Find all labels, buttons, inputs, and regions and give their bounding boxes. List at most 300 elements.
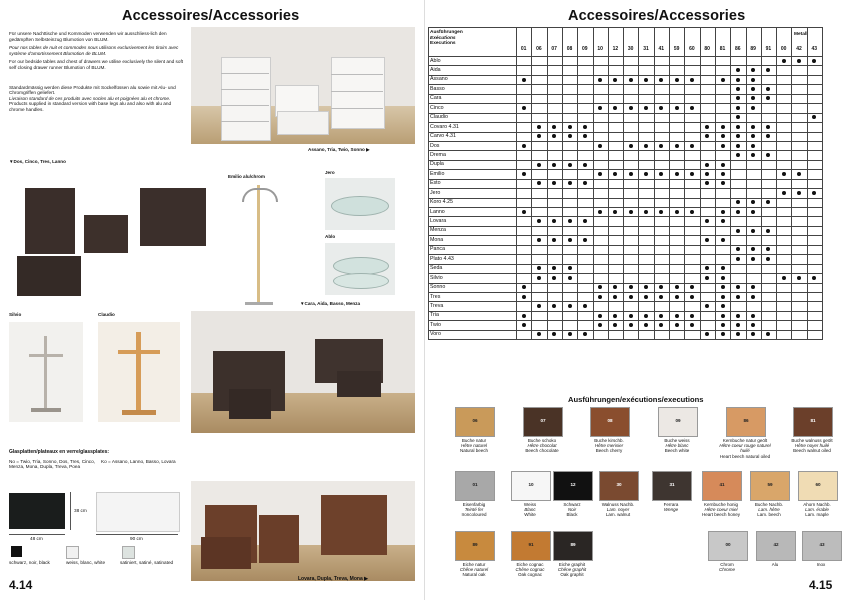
metal-label: Metall: [794, 32, 808, 37]
availability-dot: [766, 125, 770, 129]
left-page-number: 4.14: [9, 578, 33, 592]
table-row: [428, 207, 823, 216]
grid-vline: [608, 27, 609, 339]
grid-hline: [428, 216, 823, 217]
availability-dot: [613, 323, 617, 327]
row-name: Dupla: [430, 161, 444, 168]
availability-dot: [552, 163, 556, 167]
glass-satin-label: satiniert, satiné, satinated: [120, 560, 174, 565]
finish-caption: [445, 562, 503, 578]
finish-caption-line: Buche kirschb.: [594, 438, 624, 443]
availability-dot: [613, 285, 617, 289]
availability-dot: [644, 172, 648, 176]
column-header: 89: [750, 46, 756, 52]
intro-text: [9, 31, 185, 113]
glass-title: Glasplatten/plateaux en verre/glassplates:: [9, 449, 110, 455]
finish-code: 60: [815, 482, 821, 487]
availability-dot: [537, 219, 541, 223]
availability-dot: [568, 238, 572, 242]
grid-hline: [428, 226, 823, 227]
finish-swatch: [798, 471, 838, 501]
availability-dot: [537, 238, 541, 242]
finish-caption-line: Hêtre noyer huilé: [794, 443, 830, 449]
glass-swatch-white: [66, 546, 79, 559]
availability-dot: [522, 285, 526, 289]
availability-dot: [782, 172, 786, 176]
left-page-title: Accessoires/Accessories: [122, 8, 300, 24]
availability-dot: [721, 181, 725, 185]
finish-code: 81: [810, 418, 816, 423]
availability-dot: [644, 314, 648, 318]
availability-dot: [552, 134, 556, 138]
table-row: [428, 94, 823, 103]
finish-swatch: [511, 471, 551, 501]
availability-dot: [751, 295, 755, 299]
grid-vline: [761, 27, 762, 339]
availability-dot: [782, 59, 786, 63]
finishes-title: [568, 395, 703, 404]
row-name: Basso: [430, 85, 445, 92]
grid-vline: [700, 27, 701, 339]
intro-en: For our bedside tables and chest of drawers we utilise exclusively the silent and soft self closing drawer runner Blumotion of BLUM.: [9, 59, 184, 70]
availability-dot: [659, 314, 663, 318]
row-name: Jero: [430, 189, 441, 196]
column-header: 10: [597, 46, 603, 52]
table-row: [428, 132, 823, 141]
availability-dot: [659, 295, 663, 299]
availability-dot: [705, 163, 709, 167]
header-labels: [430, 30, 463, 47]
column-header: 91: [765, 46, 772, 52]
grid-vline: [715, 27, 716, 339]
grid-hline: [428, 103, 823, 104]
table-header: [428, 27, 823, 56]
column-header: 06: [536, 46, 542, 52]
availability-dot: [721, 332, 725, 336]
availability-dot: [690, 323, 694, 327]
availability-dot: [705, 125, 709, 129]
row-name: Seda: [430, 265, 443, 272]
availability-dot: [629, 106, 633, 110]
availability-dot: [721, 238, 725, 242]
finish-code: 06: [472, 418, 478, 423]
availability-dot: [736, 96, 740, 100]
availability-dot: [751, 134, 755, 138]
availability-dot: [537, 125, 541, 129]
availability-dot: [797, 276, 801, 280]
availability-dot: [721, 276, 725, 280]
table-row: [428, 226, 823, 235]
finish-caption-line: Lam. walnut: [605, 512, 631, 518]
availability-dot: [629, 323, 633, 327]
emilio-hanger: [242, 188, 278, 202]
availability-dot: [690, 144, 694, 148]
availability-dot: [598, 323, 602, 327]
grid-vline: [776, 27, 777, 339]
finish-caption-line: Black: [566, 512, 578, 518]
caption-dos: ▼Dos, Cinco, Tres, Lanno: [9, 159, 66, 164]
chest-cinco: [84, 215, 128, 253]
finish-caption: [792, 562, 849, 567]
finish-caption-line: Blanc: [524, 507, 536, 513]
finish-code: 07: [540, 418, 546, 423]
availability-dot: [721, 125, 725, 129]
finish-caption-line: Lam. noyer: [606, 507, 630, 513]
availability-dot: [644, 210, 648, 214]
grid-hline: [428, 198, 823, 199]
availability-dot: [690, 78, 694, 82]
availability-dot: [705, 266, 709, 270]
table-row: [428, 65, 823, 74]
finish-caption-line: Kernbuche natur geölt: [722, 438, 768, 443]
availability-dot: [721, 78, 725, 82]
grid-hline: [428, 179, 823, 180]
availability-dot: [782, 191, 786, 195]
grid-hline: [428, 311, 823, 312]
column-header: 08: [566, 46, 573, 52]
availability-dot: [552, 238, 556, 242]
row-name: Tria: [430, 312, 439, 319]
availability-dot: [613, 314, 617, 318]
finish-caption: [580, 438, 638, 454]
availability-dot: [522, 144, 526, 148]
row-name: Drema: [430, 151, 446, 158]
availability-dot: [736, 314, 740, 318]
availability-dot: [690, 285, 694, 289]
header-label-en: Executions: [430, 41, 456, 47]
availability-dot: [613, 106, 617, 110]
availability-table: [428, 27, 823, 339]
availability-dot: [537, 181, 541, 185]
finish-caption-line: Lam. beech: [757, 512, 781, 518]
standard-fr: Livraison standard de ces produits avec socles alu et poignées alu et chrome.: [9, 95, 171, 101]
finish-caption-line: Schwarz: [563, 502, 581, 507]
availability-dot: [736, 125, 740, 129]
grid-hline: [428, 160, 823, 161]
right-page-number: 4.15: [809, 578, 833, 592]
availability-dot: [583, 134, 587, 138]
table-row: [428, 264, 823, 273]
availability-dot: [583, 125, 587, 129]
availability-dot: [751, 285, 755, 289]
finish-caption: [543, 562, 601, 578]
availability-dot: [797, 191, 801, 195]
row-name: Silvio: [430, 274, 443, 281]
grid-hline: [428, 330, 823, 331]
finish-code: 86: [743, 418, 749, 423]
dim-line-w2: [96, 534, 178, 535]
availability-dot: [766, 247, 770, 251]
table-row: [428, 320, 823, 329]
availability-dot: [644, 323, 648, 327]
finish-caption-line: Buche natur: [461, 438, 487, 443]
grid-vline: [562, 27, 563, 339]
glass-ko: Ko = Assano, Lanno, Basso, Lovara: [101, 458, 176, 464]
table-body: [428, 56, 823, 340]
glass-swatch-satin: [122, 546, 135, 559]
grid-hline: [428, 150, 823, 151]
header-label-de: Ausführungen: [430, 30, 463, 35]
finish-caption-line: Wenge: [663, 507, 679, 513]
table-row: [428, 235, 823, 244]
finish-code: 91: [528, 542, 534, 547]
finish-swatch: [793, 407, 833, 437]
availability-dot: [552, 276, 556, 280]
availability-dot: [644, 78, 648, 82]
finish-caption-line: Buche schoko: [527, 438, 557, 443]
availability-dot: [736, 153, 740, 157]
availability-dot: [644, 106, 648, 110]
row-name: Menza: [430, 227, 446, 234]
column-header: 41: [658, 46, 665, 52]
availability-dot: [598, 295, 602, 299]
column-header: 59: [673, 46, 680, 52]
finish-caption-line: Hêtre coeur rouge naturel huilé: [719, 443, 771, 454]
availability-dot: [751, 78, 755, 82]
finish-caption-line: Chrom: [720, 562, 734, 567]
finish-caption-line: Hêtre merisier: [594, 443, 624, 449]
finish-caption-line: Hêtre chocolat: [527, 443, 557, 449]
availability-dot: [736, 115, 740, 119]
finish-caption-line: Eisenfarbig: [462, 502, 486, 507]
finish-caption-line: Beech white: [664, 448, 690, 454]
finish-caption-line: Heart beech natural oiled: [719, 453, 771, 459]
availability-dot: [751, 210, 755, 214]
finish-caption: [716, 438, 774, 459]
caption-emilio: Emilio alu/chrom: [228, 174, 266, 179]
column-header: 09: [582, 46, 588, 52]
finish-caption-line: Eiche graphit: [558, 562, 586, 567]
column-header: 31: [643, 46, 649, 52]
caption-claudio: Claudio: [98, 312, 115, 317]
availability-dot: [766, 96, 770, 100]
finish-code: 08: [607, 418, 613, 423]
column-header: 42: [796, 46, 802, 52]
availability-dot: [522, 78, 526, 82]
finish-caption-line: Lam. érable: [805, 507, 829, 513]
finish-caption: [648, 438, 706, 454]
table-row: [428, 292, 823, 301]
row-name: Ablo: [430, 57, 441, 64]
availability-dot: [675, 172, 679, 176]
row-name: Covaro 4.31: [430, 123, 459, 130]
availability-dot: [537, 332, 541, 336]
availability-dot: [766, 332, 770, 336]
availability-dot: [629, 144, 633, 148]
availability-dot: [552, 332, 556, 336]
caption-cara: ▼Cara, Aida, Basso, Menza: [300, 301, 361, 306]
caption-jero: Jero: [325, 170, 335, 175]
availability-dot: [751, 96, 755, 100]
finish-caption-line: Ironcoloured: [461, 512, 487, 518]
column-header: 80: [704, 46, 710, 52]
grid-vline: [746, 27, 747, 339]
availability-dot: [675, 314, 679, 318]
finish-caption-line: Beech chocolate: [525, 448, 559, 454]
finishes-title-text: Ausführungen/exécutions/executions: [568, 395, 704, 404]
availability-dot: [705, 332, 709, 336]
availability-dot: [766, 134, 770, 138]
grid-vline: [547, 27, 548, 339]
grid-hline: [428, 65, 823, 66]
availability-dot: [736, 200, 740, 204]
glass-plate-white: [96, 492, 180, 532]
finish-swatch: [708, 531, 748, 561]
grid-hline: [428, 264, 823, 265]
table-row: [428, 103, 823, 112]
grid-hline: [428, 113, 823, 114]
availability-dot: [751, 87, 755, 91]
finish-code: 09: [675, 418, 681, 423]
availability-dot: [721, 134, 725, 138]
standard-de: Standardmässig werden diese Produkte mit Sockelfüssen alu sowie mit Alu- und Chromgriffen geliefert.: [9, 84, 176, 96]
availability-dot: [736, 144, 740, 148]
availability-dot: [766, 229, 770, 233]
finish-swatch: [802, 531, 842, 561]
availability-dot: [629, 78, 633, 82]
availability-dot: [721, 285, 725, 289]
row-name: Dos: [430, 142, 440, 149]
availability-dot: [705, 219, 709, 223]
table-row: [428, 330, 823, 339]
table-row: [428, 84, 823, 93]
availability-dot: [629, 172, 633, 176]
availability-dot: [598, 172, 602, 176]
grid-hline: [428, 94, 823, 95]
table-row: [428, 179, 823, 188]
finish-caption: [513, 438, 571, 454]
grid-hline: [428, 235, 823, 236]
photo-lovara-room: [191, 481, 415, 581]
finish-caption-line: Lam. maple: [805, 512, 829, 518]
availability-dot: [675, 323, 679, 327]
availability-dot: [736, 257, 740, 261]
grid-vline: [791, 27, 792, 339]
availability-dot: [751, 229, 755, 233]
dim-height: 38 cm: [74, 508, 87, 513]
availability-dot: [675, 210, 679, 214]
emilio-base: [245, 302, 273, 305]
table-row: [428, 245, 823, 254]
availability-dot: [675, 295, 679, 299]
grid-vline: [623, 27, 624, 339]
availability-dot: [766, 257, 770, 261]
finish-code: 00: [725, 542, 731, 547]
finish-caption: [788, 502, 846, 518]
availability-dot: [690, 295, 694, 299]
finish-caption-line: Chrome: [718, 567, 735, 573]
grid-vline: [654, 27, 655, 339]
grid-hline: [428, 141, 823, 142]
availability-dot: [736, 332, 740, 336]
column-header: 07: [551, 46, 557, 52]
photo-ablo: [325, 243, 395, 295]
finish-swatch: [553, 471, 593, 501]
grid-vline: [531, 27, 532, 339]
availability-dot: [598, 210, 602, 214]
availability-dot: [736, 285, 740, 289]
caption-lovara: Lovara, Dupla, Treva, Mona ▶: [298, 576, 368, 582]
availability-dot: [522, 210, 526, 214]
availability-dot: [751, 106, 755, 110]
availability-dot: [797, 59, 801, 63]
availability-dot: [568, 266, 572, 270]
finish-caption: [445, 438, 503, 454]
finish-swatch: [652, 471, 692, 501]
photo-assano-chests: [191, 27, 415, 144]
finish-swatch: [750, 471, 790, 501]
grid-vline: [428, 27, 429, 339]
row-name: Lovara: [430, 218, 447, 225]
glass-plate-black: [9, 493, 65, 529]
finish-caption-line: Buche walnuss geölt: [791, 438, 833, 443]
availability-dot: [675, 144, 679, 148]
availability-dot: [736, 87, 740, 91]
availability-dot: [690, 106, 694, 110]
availability-dot: [583, 238, 587, 242]
row-name: Voro: [430, 331, 441, 338]
availability-dot: [705, 181, 709, 185]
photo-silvio: [9, 322, 83, 422]
availability-dot: [690, 210, 694, 214]
finish-caption-line: Walnuss Nachb.: [601, 502, 635, 507]
finish-caption: [589, 502, 647, 518]
grid-hline: [428, 292, 823, 293]
availability-dot: [522, 295, 526, 299]
availability-dot: [705, 134, 709, 138]
emilio-valet: [257, 185, 260, 303]
glass-black-label: schwarz, noir, black: [9, 560, 50, 565]
availability-dot: [613, 172, 617, 176]
availability-dot: [736, 78, 740, 82]
availability-dot: [583, 219, 587, 223]
grid-vline: [822, 27, 823, 339]
availability-dot: [644, 285, 648, 289]
finish-caption-line: Alu: [771, 562, 779, 567]
grid-hline: [428, 188, 823, 189]
grid-hline: [428, 56, 823, 57]
glass-no: No = Twio, Tria, Sonno, Dos, Tres, Cinco, Menza, Mona, Dupla, Treva, Poea: [9, 458, 96, 470]
row-name: Cinco: [430, 104, 444, 111]
left-page: [0, 0, 424, 600]
table-row: [428, 150, 823, 159]
finish-code: 43: [819, 542, 825, 547]
finish-caption-line: Teinté fer: [464, 507, 484, 513]
column-header: 86: [735, 46, 741, 52]
row-name: Esto: [430, 180, 441, 187]
finish-caption-line: Hêtre naturel: [460, 443, 487, 449]
availability-dot: [552, 266, 556, 270]
availability-dot: [751, 144, 755, 148]
availability-dot: [751, 153, 755, 157]
availability-dot: [751, 332, 755, 336]
availability-dot: [675, 78, 679, 82]
dim-w1: 48 cm: [30, 536, 43, 541]
availability-dot: [568, 219, 572, 223]
photo-jero: [325, 178, 395, 230]
availability-dot: [721, 295, 725, 299]
availability-dot: [583, 304, 587, 308]
availability-dot: [812, 276, 816, 280]
glass-white-label: weiss, blanc, white: [66, 560, 106, 565]
finish-caption-line: Beech walnut oiled: [793, 448, 831, 454]
row-name: Plato 4.43: [430, 255, 454, 262]
availability-dot: [629, 210, 633, 214]
availability-dot: [812, 59, 816, 63]
row-name: Tres: [430, 293, 441, 300]
finish-code: 41: [719, 482, 725, 487]
grid-hline: [428, 207, 823, 208]
